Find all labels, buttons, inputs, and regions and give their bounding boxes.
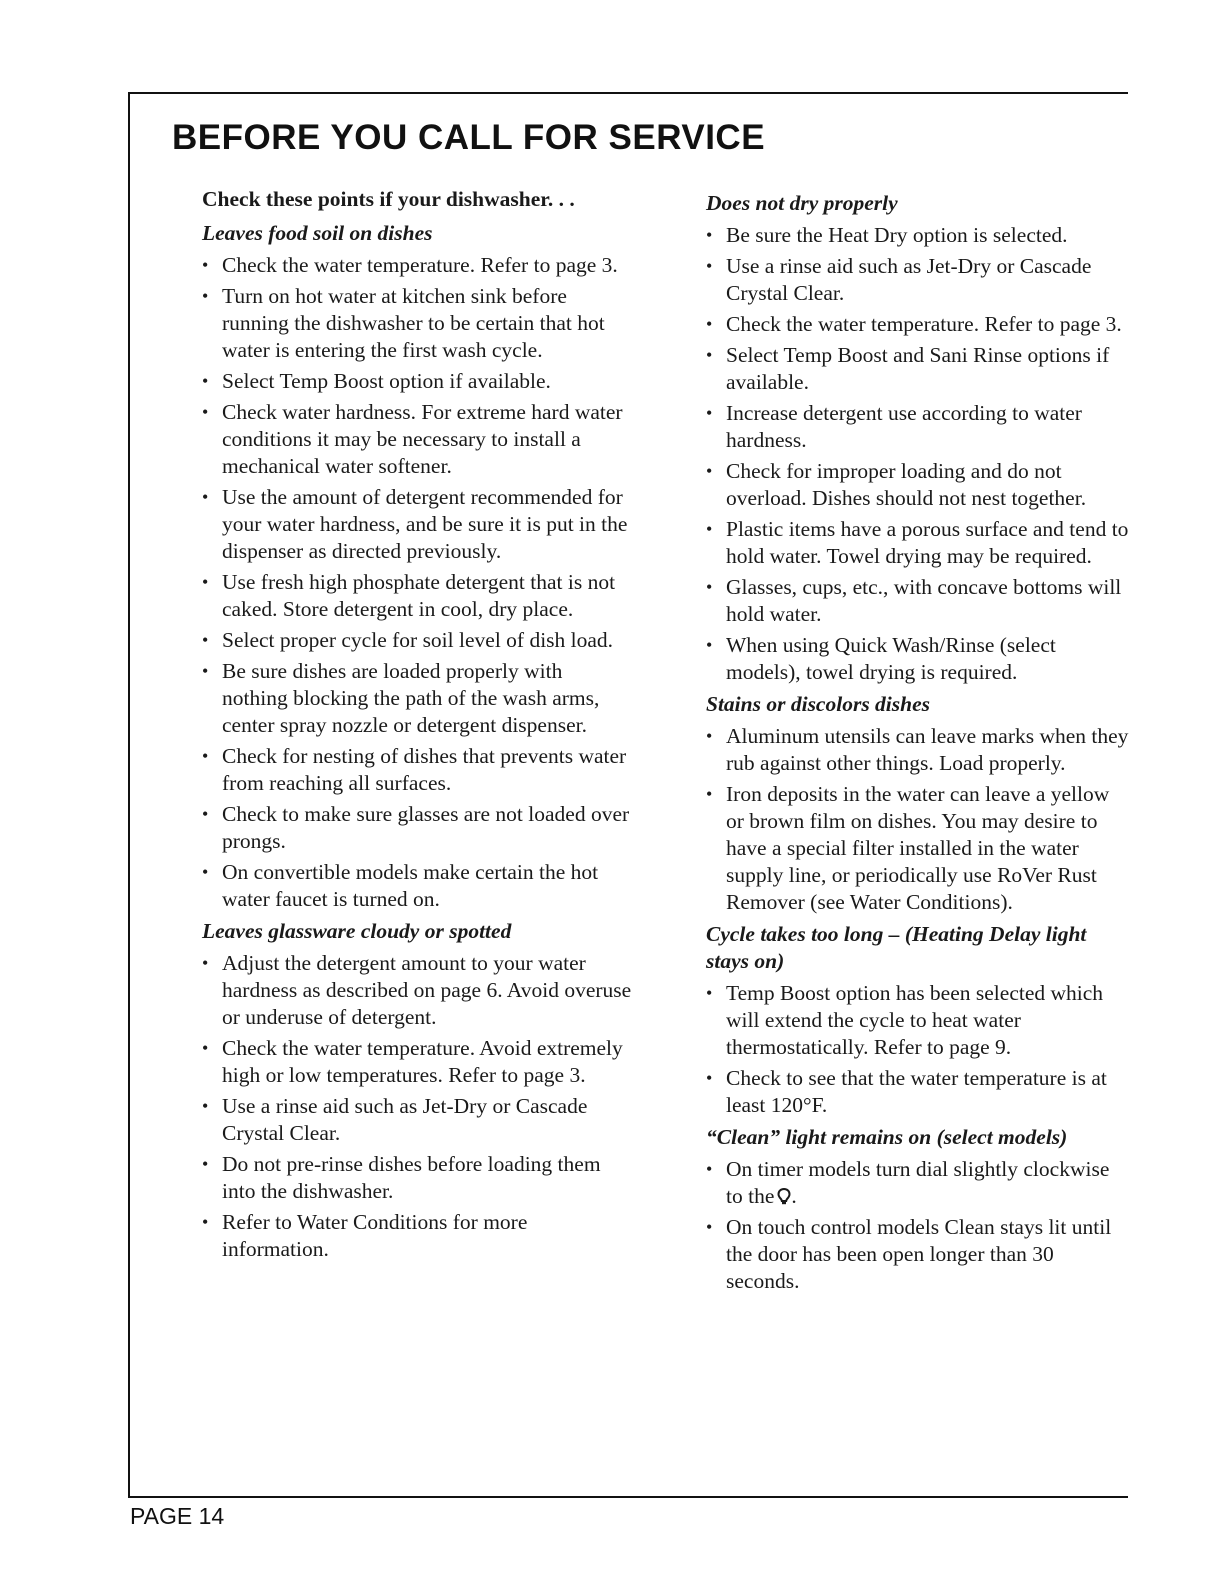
list-item: • On timer models turn dial slightly clockwise to the .	[706, 1156, 1131, 1210]
list-item: • On touch control models Clean stays lit until the door has been open longer than 30 seconds.	[706, 1214, 1131, 1295]
bullet-list	[706, 723, 1131, 916]
list-item: • When using Quick Wash/Rinse (select models), towel drying is required.	[706, 632, 1131, 686]
bullet-list	[202, 950, 632, 1263]
list-item: • Use fresh high phosphate detergent that is not caked. Store detergent in cool, dry place.	[202, 569, 632, 623]
list-item: • Glasses, cups, etc., with concave bottoms will hold water.	[706, 574, 1131, 628]
list-item: • Temp Boost option has been selected which will extend the cycle to heat water thermostatically. Refer to page 9.	[706, 980, 1131, 1061]
bullet-list	[202, 252, 632, 913]
intro-text: Check these points if your dishwasher. . .	[202, 187, 575, 211]
list-item: • Be sure dishes are loaded properly with nothing blocking the path of the wash arms, center spray nozzle or detergent dispenser.	[202, 658, 632, 739]
list-item: • Use the amount of detergent recommended for your water hardness, and be sure it is put in the dispenser as directed previously.	[202, 484, 632, 565]
bullet-list	[706, 222, 1131, 686]
page-title: BEFORE YOU CALL FOR SERVICE	[172, 118, 766, 157]
bullet-list	[706, 980, 1131, 1119]
list-item: • On convertible models make certain the hot water faucet is turned on.	[202, 859, 632, 913]
right-column	[706, 186, 1131, 1300]
list-item: • Adjust the detergent amount to your water hardness as described on page 6. Avoid overuse or underuse of detergent.	[202, 950, 632, 1031]
page-number: PAGE 14	[130, 1503, 225, 1529]
list-item: • Select proper cycle for soil level of dish load.	[202, 627, 632, 654]
section-heading: Stains or discolors dishes	[706, 692, 931, 716]
list-item: • Refer to Water Conditions for more information.	[202, 1209, 632, 1263]
section-heading: Does not dry properly	[706, 191, 898, 215]
frame-left-rule	[128, 92, 130, 1498]
list-item: • Plastic items have a porous surface and tend to hold water. Towel drying may be required.	[706, 516, 1131, 570]
list-item: • Be sure the Heat Dry option is selected.	[706, 222, 1131, 249]
frame-bottom-rule	[128, 1496, 1128, 1498]
list-item-text: On timer models turn dial slightly clockwise to the	[726, 1157, 1110, 1208]
list-item: • Check to see that the water temperature is at least 120°F.	[706, 1065, 1131, 1119]
list-item: • Check for nesting of dishes that prevents water from reaching all surfaces.	[202, 743, 632, 797]
list-item: • Select Temp Boost and Sani Rinse options if available.	[706, 342, 1131, 396]
section-heading: Cycle takes too long – (Heating Delay light stays on)	[706, 922, 1087, 973]
list-item: • Check to make sure glasses are not loaded over prongs.	[202, 801, 632, 855]
list-item: • Select Temp Boost option if available.	[202, 368, 632, 395]
list-item: • Check water hardness. For extreme hard water conditions it may be necessary to install a mechanical water softener.	[202, 399, 632, 480]
section-heading: Leaves food soil on dishes	[202, 221, 433, 245]
list-item: • Turn on hot water at kitchen sink before running the dishwasher to be certain that hot water is entering the first wash cycle.	[202, 283, 632, 364]
list-item: • Use a rinse aid such as Jet-Dry or Cascade Crystal Clear.	[202, 1093, 632, 1147]
frame-top-rule	[128, 92, 1128, 94]
section-heading: Leaves glassware cloudy or spotted	[202, 919, 512, 943]
bullet-list	[706, 1156, 1131, 1295]
list-item: • Use a rinse aid such as Jet-Dry or Cascade Crystal Clear.	[706, 253, 1131, 307]
list-item: • Check the water temperature. Avoid extremely high or low temperatures. Refer to page 3.	[202, 1035, 632, 1089]
list-item: • Aluminum utensils can leave marks when they rub against other things. Load properly.	[706, 723, 1131, 777]
section-heading: “Clean” light remains on (select models)	[706, 1125, 1068, 1149]
light-bulb-icon	[777, 1185, 791, 1202]
list-item: • Check for improper loading and do not overload. Dishes should not nest together.	[706, 458, 1131, 512]
list-item: • Increase detergent use according to water hardness.	[706, 400, 1131, 454]
list-item: • Iron deposits in the water can leave a yellow or brown film on dishes. You may desire to have a special filter installed in the water supply line, or periodically use RoVer Rust Remover (see Water Conditions).	[706, 781, 1131, 916]
list-item: • Check the water temperature. Refer to page 3.	[706, 311, 1131, 338]
list-item: • Check the water temperature. Refer to page 3.	[202, 252, 632, 279]
left-column	[202, 186, 632, 1268]
list-item: • Do not pre-rinse dishes before loading them into the dishwasher.	[202, 1151, 632, 1205]
